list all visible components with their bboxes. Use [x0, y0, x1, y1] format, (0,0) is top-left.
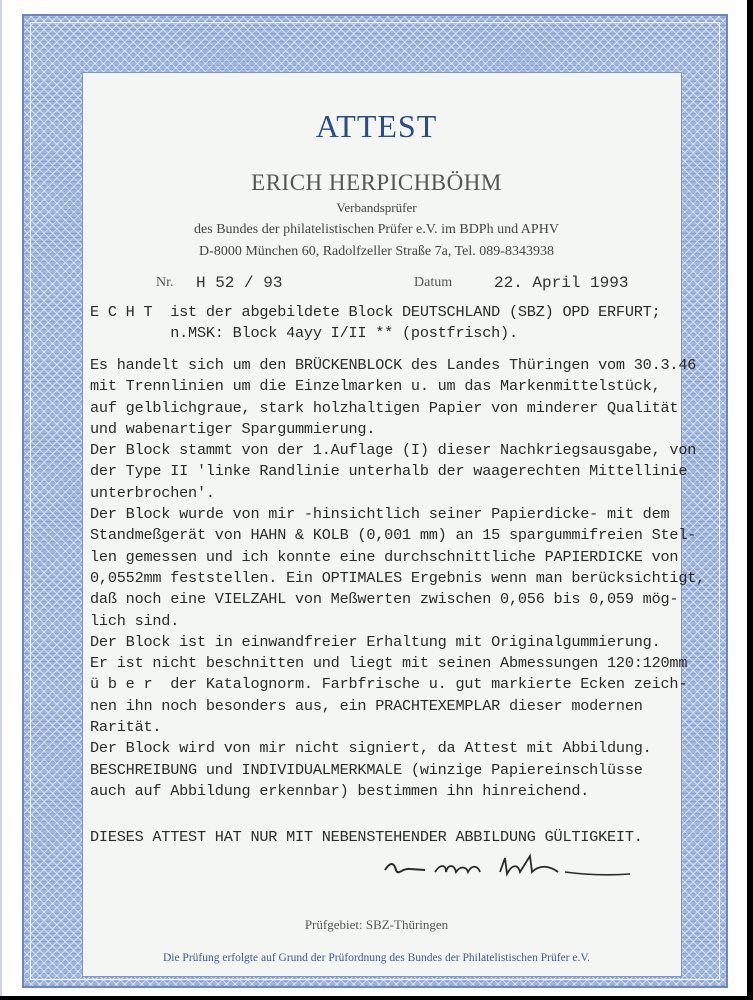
scan-edge-bottom	[0, 996, 753, 1000]
genuine-line: n.MSK: Block 4ayy I/II ** (postfrisch).	[90, 324, 518, 342]
body-line: BESCHREIBUNG und INDIVIDUALMERKMALE (winzige Papiereinschlüsse	[90, 760, 643, 779]
examiner-role: Verbandsprüfer	[336, 200, 417, 215]
body-line: Standmeßgerät von HAHN & KOLB (0,001 mm) an 15 spargummifreien Stel-	[90, 526, 697, 545]
certificate-body	[90, 355, 706, 802]
footer-note: Die Prüfung erfolgte auf Grund der Prüfordnung des Bundes der Philatelistischen Prüfer e.V.	[162, 952, 591, 964]
body-line: lich sind.	[90, 611, 180, 630]
genuine-statement	[90, 302, 661, 344]
body-line: auf gelblichgraue, stark holzhaltigen Papier von minderer Qualität	[90, 398, 679, 417]
body-line: ü b e r der Katalognorm. Farbfrische u. gut markierte Ecken zeich-	[90, 675, 688, 694]
body-line: und wabenartiger Spargummierung.	[90, 419, 376, 438]
body-line: Der Block wurde von mir -hinsichtlich seiner Papierdicke- mit dem	[90, 505, 670, 524]
examiner-association: des Bundes der philatelistischen Prüfer e.V. im BDPh und APHV	[194, 222, 559, 237]
body-line: Der Block ist in einwandfreier Erhaltung mit Originalgummierung.	[90, 632, 661, 651]
certificate-date: 22. April 1993	[494, 274, 629, 292]
body-line: unterbrochen'.	[90, 483, 215, 502]
examiner-address: D-8000 München 60, Radolfzeller Straße 7a, Tel. 089-8343938	[199, 244, 554, 259]
date-label: Datum	[414, 275, 453, 290]
genuine-line: E C H T ist der abgebildete Block DEUTSCHLAND (SBZ) OPD ERFURT;	[90, 303, 661, 321]
signature	[380, 850, 640, 890]
page-edge	[0, 0, 2, 1000]
examination-area: Prüfgebiet: SBZ-Thüringen	[304, 917, 449, 932]
body-line: 0,0552mm feststellen. Ein OPTIMALES Ergebnis wenn man berücksichtigt,	[90, 568, 706, 587]
body-line: auch auf Abbildung erkennbar) bestimmen ihn hinreichend.	[90, 781, 590, 800]
body-line: len gemessen und ich konnte eine durchschnittliche PAPIERDICKE von	[90, 547, 679, 566]
body-line: Der Block wird von mir nicht signiert, da Attest mit Abbildung.	[90, 739, 652, 758]
examiner-name: ERICH HERPICHBÖHM	[251, 170, 502, 195]
body-line: mit Trennlinien um die Einzelmarken u. um das Markenmittelstück,	[90, 377, 661, 396]
body-line: Es handelt sich um den BRÜCKENBLOCK des Landes Thüringen vom 30.3.46	[90, 356, 697, 374]
scan-edge-right	[747, 0, 753, 1000]
body-line: Rarität.	[90, 718, 162, 737]
body-line: daß noch eine VIELZAHL von Meßwerten zwischen 0,056 bis 0,059 mög-	[90, 590, 679, 609]
body-line: Der Block stammt von der 1.Auflage (I) dieser Nachkriegsausgabe, von	[90, 441, 697, 460]
certificate-number: H 52 / 93	[196, 274, 283, 292]
body-line: der Type II 'linke Randlinie unterhalb der waagerechten Mittellinie	[90, 462, 688, 481]
body-line: nen ihn noch besonders aus, ein PRACHTEXEMPLAR dieser modernen	[90, 696, 643, 715]
number-label: Nr.	[156, 275, 174, 290]
body-line: Er ist nicht beschnitten und liegt mit seinen Abmessungen 120:120mm	[90, 654, 688, 673]
certificate-title: ATTEST	[315, 108, 438, 144]
validity-statement: DIESES ATTEST HAT NUR MIT NEBENSTEHENDER ABBILDUNG GÜLTIGKEIT.	[90, 828, 643, 846]
